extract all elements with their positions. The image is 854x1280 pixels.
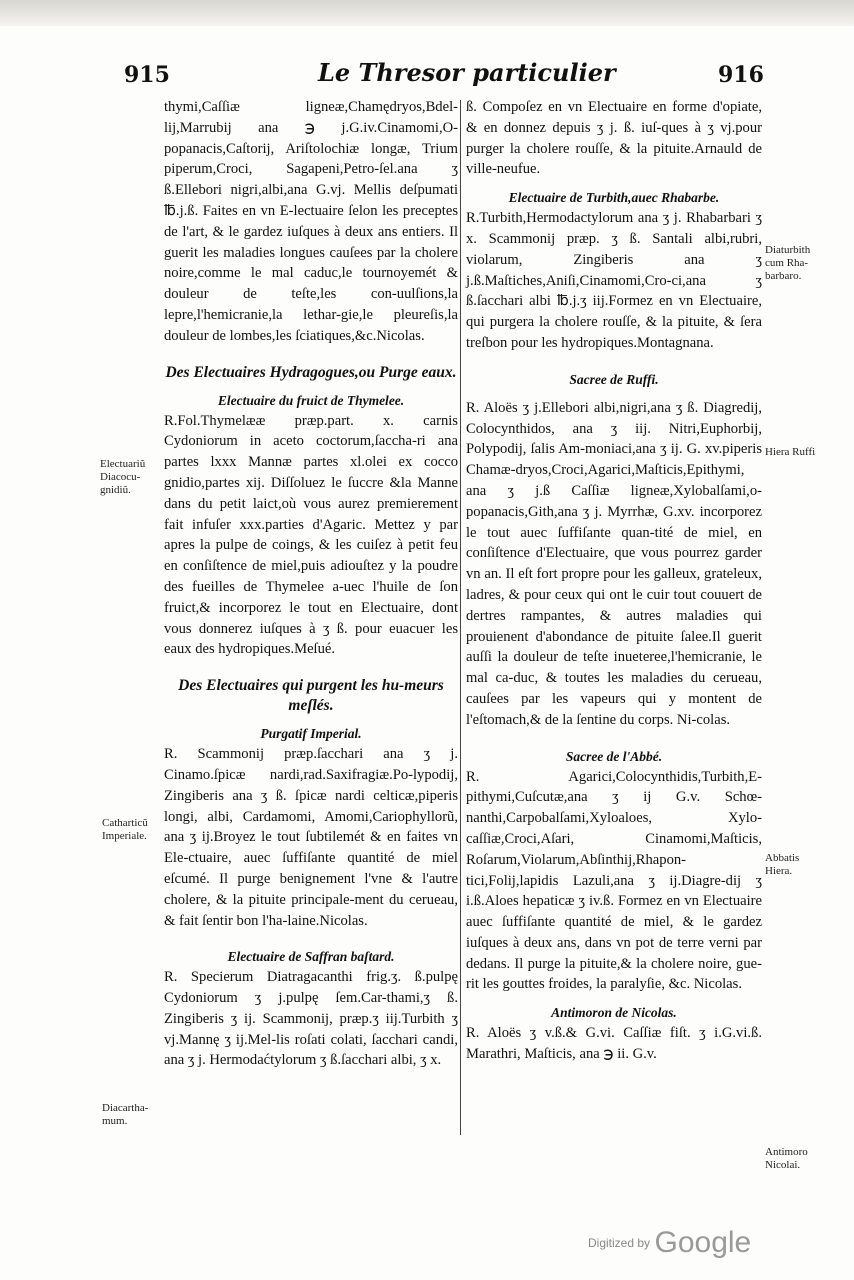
section-title: Des Electuaires Hydragogues,ou Purge eaux. [165,363,457,381]
paragraph: R. Agarici,Colocynthidis,Turbith,E-pithymi,Cuſcutæ,ana ʒ ij G.v. Schœ-nanthi,Carpobalſami,Xyloaloes, Xylo-caſſiæ,Croci,Aſari, Cinamomi,Maſticis, Roſarum,Violarum,Abſinthij,Rhapon-tici,Folij,lapidis Lazuli,ana ʒ ij.Diagre-dij ʒ i.ß.Aloes hepaticæ ʒ iv.ß. Formez en vn Electuaire auec ſuffiſante quantité de miel, & le gardez iuſques à deux ans, dans vn pot de terre verni par dedans. Il purge la pituite,& la cholere noire, gue-rit les gouttes froides, la paralyſie, &c. Nicolas. [466,768,762,993]
subsection-title: Electuaire de Turbith,auec Rhabarbe. [508,190,720,206]
margin-note-line: mum. [102,1115,128,1127]
margin-note-line: cum Rha- [765,257,809,269]
margin-note-right [765,244,810,283]
margin-note-line: Hiera Ruffi [765,446,816,458]
margin-note-right [765,446,815,459]
margin-note-line: Diaturbith [765,244,811,256]
paragraph: R.Turbith,Hermodactylorum ana ʒ j. Rhabarbari ʒ x. Scammonij præp. ʒ ß. Santali albi,rubri, violarum, Zingiberis ana ʒ j.ß.Maſtiches,Aniſi,Cinamomi,Cro-ci,ana ʒ ß.ſacchari albi ℔.j.ʒ iij.Formez en vn Electuaire, qui purgera la cholere rouſſe, & la pituite, & ſera treſbon pour les hydropiques.Montagnana. [466,210,762,351]
margin-note-line: gnidiũ. [100,484,131,496]
margin-note-line: Hiera. [765,865,793,877]
paragraph: R. Aloës ʒ j.Ellebori albi,nigri,ana ʒ ß. Diagredij, Colocynthidos, ana ʒ iij. Nitri,Euphorbij, Polypodij, ſalis Am-moniaci,ana ʒ ij. G. xv.piperis Chamæ-dryos,Croci,Agarici,Maſticis,Epithymi, ana ʒ j.ß Caſſiæ ligneæ,Xylobalſami,o-popanacis,Gith,ana ʒ j. Myrrhæ, G.xv. incorporez le tout auec ſuffiſante quan-tité de miel, en conſiſtence d'Electuaire, que vous pourrez garder vn an. Il eſt fort propre pour les galleux, grateleux, ladres, & pour ceux qui ont le cuir tout couuert de dertres rampantes, & autres maladies qui prouienent d'abondance de pituite ſalee.Il guerit auſſi la douleur de teſte inueteree,l'hemicranie, le mal ca-duc, & toutes les maladies du cerueau, cauſees par les vapeurs qui y montent de l'eſtomach,& de la ſentine du corps. Ni-colas. [466,399,762,728]
margin-note-line: Abbatis [765,852,800,864]
subsection-title: Electuaire du fruict de Thymelee. [217,392,405,408]
subsection-title: Sacree de l'Abbé. [565,748,663,764]
page-number-left: 915 [124,62,170,88]
paragraph: R.Fol.Thymelææ præp.part. x. carnis Cydoniorum in aceto coctorum,ſaccha-ri ana partes lxxx Mannæ partes xl.olei ex cocco gnidio,partes xij. Diſſoluez le ſuccre &la Manne dans du petit laict,où vous aurez premierement fait infuſer xxx.parties d'Agaric. Mettez y par apres la pulpe de coings, & les cuiſez à petit feu en conſiſtence de miel,puis adiouſtez y la poudre des fueilles de Thymelee a-uec l'huile de ſon fruict,& incorporez le tout en Electuaire, dont vous donnerez iuſques à ʒ ß. pour euacuer les eaux des hydropiques.Meſué. [164,412,458,658]
section-title: Des Electuaires qui purgent les hu-meurs meſlés. [178,677,444,715]
margin-note-line: barbaro. [765,270,802,282]
subsection-title: Sacree de Ruffi. [569,371,659,387]
subsection-title: Electuaire de Saffran baſtard. [227,949,395,965]
margin-note-line: Nicolai. [765,1159,801,1171]
subsection-title: Purgatif Imperial. [260,726,362,742]
margin-note-left [100,458,145,497]
margin-note-line: Catharticũ [102,817,148,829]
margin-note-left [102,817,148,843]
margin-note-right [765,852,799,878]
paragraph: R. Specierum Diatragacanthi frig.ʒ. ß.pulpę Cydoniorum ʒ j.pulpę ſem.Car-thami,ʒ ß. Zingiberis ʒ ij. Scammonij, præp.ʒ iij.Turbith ʒ vj.Mannę ʒ ij.Mel-lis roſati colati, ſacchari candi, ana ʒ j. Hermodaćtylorum ʒ ß.ſacchari albi, ʒ x. [164,969,458,1069]
digitized-by-google-watermark [588,1226,751,1260]
running-title: Le Thresor particulier [318,58,616,87]
scan-top-edge [0,0,854,26]
right-column [466,97,762,1065]
paragraph: ß. Compoſez en vn Electuaire en forme d'opiate, & en donnez depuis ʒ j. ß. iuſ-ques à ʒ vj.pour purger la cholere rouſſe, & la pituite.Arnauld de ville-neufue. [466,99,762,178]
subsection-title: Antimoron de Nicolas. [551,1005,677,1021]
margin-note-line: Imperiale. [102,830,147,842]
margin-note-line: Antimoro [765,1146,808,1158]
google-logo: Google [654,1226,752,1259]
column-divider [460,100,461,1135]
paragraph: thymi,Caſſiæ ligneæ,Chamędryos,Bdel-lij,Marrubij ana ℈ j.G.iv.Cinamomi,O-popanacis,Caſtorij, Ariſtolochiæ longæ, Trium piperum,Croci, Sagapeni,Petro-ſel.ana ʒ ß.Ellebori nigri,albi,ana G.vj. Mellis deſpumati ℔.j.ß. Faites en vn E-lectuaire ſelon les preceptes de l'art, & le gardez iuſques à deux ans entiers. Il guerit les maladies longues cauſees par la cholere noire,comme le mal caduc,le tournoyemét & douleur de teſte,les con-uulſions,la lepre,l'hemicranie,la lethar-gie,le pleureſis,la douleur de lombes,les ſciatiques,&c.Nicolas. [164,99,458,344]
margin-note-line: Diacocu- [100,471,141,483]
margin-note-right [765,1146,808,1172]
paragraph: R. Aloës ʒ v.ß.& G.vi. Caſſiæ fiſt. ʒ i.G.vi.ß. Marathri, Maſticis, ana ℈ ii. G.v. [466,1025,762,1063]
margin-note-line: Diacartha- [102,1102,149,1114]
paragraph: R. Scammonij præp.ſacchari ana ʒ j. Cinamo.ſpicæ nardi,rad.Saxifragiæ.Po-lypodij, Zingiberis ana ʒ ß. ſpicæ nardi celticæ,piperis longi, albi, Cardamomi, Amomi,Cariophyllorũ, ana ʒ ij.Broyez le tout ſubtilemét & en faites vn Ele-ctuaire, auec ſuffiſante quantité de miel eſcumé. Il purge benignement l'vne & l'autre cholere, & la pituite principale-ment du cerueau, & fait ſentir bon l'ha-laine.Nicolas. [164,746,458,929]
page-header [0,58,854,94]
digitized-label: Digitized by [588,1236,651,1250]
margin-note-line: Electuariũ [100,458,146,470]
margin-note-left [102,1102,148,1128]
left-column [164,97,458,1071]
page-number-right: 916 [718,62,764,88]
